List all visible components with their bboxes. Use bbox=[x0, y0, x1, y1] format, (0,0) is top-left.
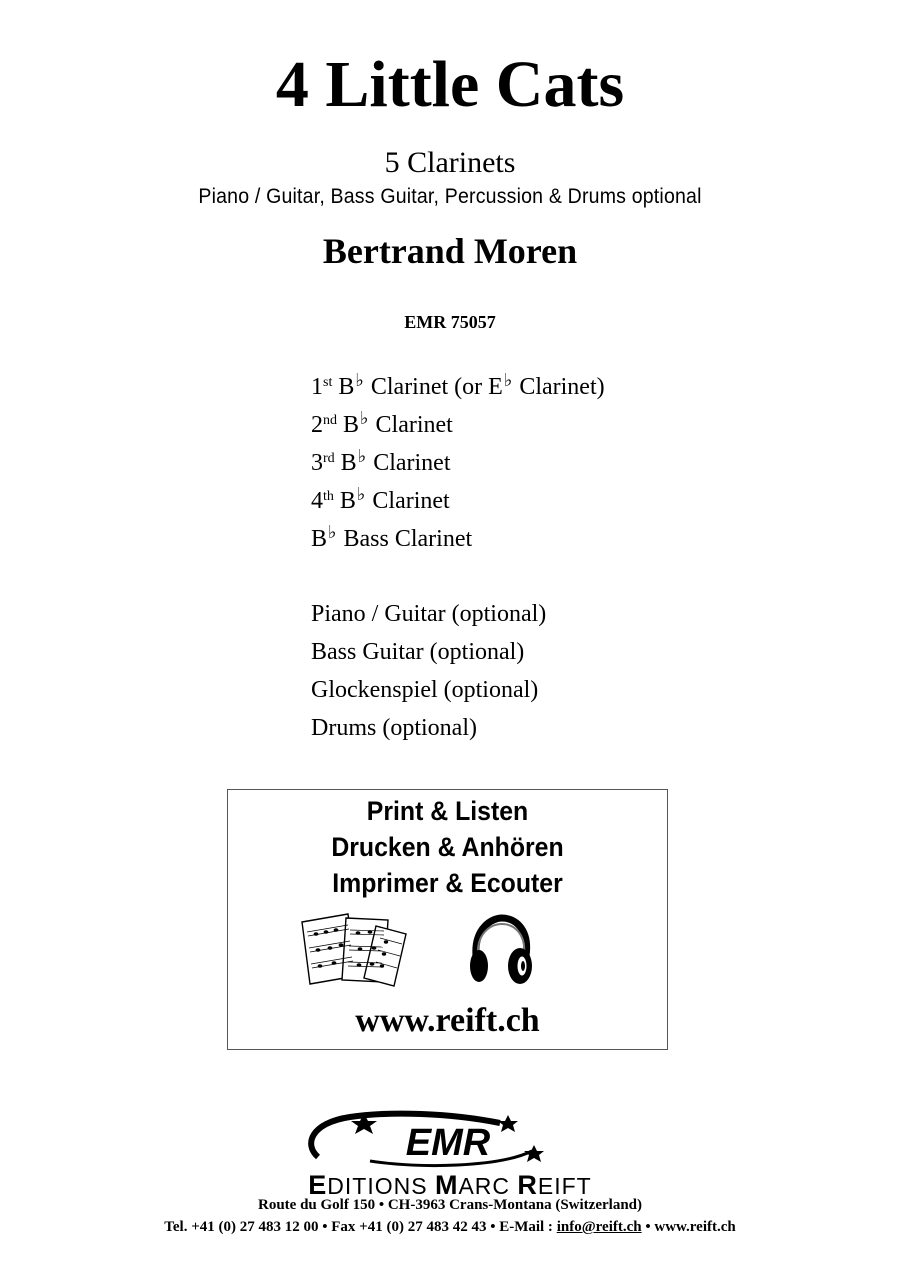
publisher-word: DITIONS bbox=[327, 1173, 435, 1199]
optional-part: Glockenspiel (optional) bbox=[311, 677, 539, 703]
promo-line-en: Print & Listen bbox=[366, 796, 529, 826]
part-clarinet-4 bbox=[311, 482, 791, 520]
ordinal-suffix: rd bbox=[323, 451, 335, 466]
part-label-end: Clarinet) bbox=[519, 374, 605, 400]
subtitle: 5 Clarinets bbox=[384, 146, 516, 179]
key-letter: B bbox=[343, 412, 360, 438]
part-number: 1 bbox=[311, 374, 323, 400]
page-title: 4 Little Cats bbox=[275, 48, 625, 121]
key-letter: B bbox=[339, 488, 356, 514]
optional-parts-list bbox=[311, 595, 791, 747]
part-clarinet-2 bbox=[311, 406, 791, 444]
logo-text: EMR bbox=[405, 1122, 491, 1164]
flat-icon: ♭ bbox=[503, 370, 513, 390]
publisher-initial: M bbox=[434, 1170, 459, 1200]
part-label: Clarinet (or E bbox=[370, 374, 503, 400]
part-label: Clarinet bbox=[372, 488, 450, 514]
flat-icon: ♭ bbox=[360, 408, 369, 428]
emr-logo bbox=[300, 1105, 600, 1171]
part-label: Clarinet bbox=[373, 450, 451, 476]
publisher-word: ARC bbox=[458, 1173, 518, 1199]
publisher-name bbox=[0, 1172, 900, 1199]
part-bass-clarinet bbox=[311, 520, 791, 558]
print-listen-box bbox=[227, 789, 668, 1050]
promo-url-link[interactable]: www.reift.ch bbox=[355, 1002, 540, 1039]
promo-line-fr: Imprimer & Ecouter bbox=[332, 868, 563, 898]
headphones-icon bbox=[466, 914, 536, 986]
key-letter: B bbox=[338, 374, 355, 400]
part-label: Clarinet bbox=[375, 412, 453, 438]
sheet-music-icon bbox=[298, 912, 413, 987]
publisher-address: Route du Golf 150 • CH-3963 Crans-Montana (Switzerland) bbox=[258, 1197, 642, 1213]
flat-icon: ♭ bbox=[357, 446, 367, 466]
publisher-word: EIFT bbox=[537, 1173, 592, 1199]
ordinal-suffix: st bbox=[323, 375, 333, 390]
contact-phone-fax: Tel. +41 (0) 27 483 12 00 • Fax +41 (0) 27 483 42 43 • E-Mail : bbox=[164, 1219, 557, 1235]
flat-icon: ♭ bbox=[328, 522, 337, 542]
key-letter: B bbox=[340, 450, 357, 476]
publisher-initial: E bbox=[308, 1170, 328, 1200]
clarinet-parts-list bbox=[311, 368, 791, 558]
part-clarinet-1 bbox=[311, 368, 791, 406]
email-link[interactable]: info@reift.ch bbox=[556, 1219, 642, 1235]
part-number: 3 bbox=[311, 450, 323, 476]
ordinal-suffix: nd bbox=[323, 413, 337, 428]
optional-part: Drums (optional) bbox=[311, 715, 477, 741]
optional-part: Piano / Guitar (optional) bbox=[311, 601, 547, 627]
promo-line-de: Drucken & Anhören bbox=[331, 832, 564, 862]
publisher-contact bbox=[0, 1220, 900, 1235]
contact-website[interactable]: • www.reift.ch bbox=[641, 1219, 736, 1235]
key-letter: B bbox=[311, 526, 328, 552]
composer-name: Bertrand Moren bbox=[322, 231, 578, 271]
part-label: Bass Clarinet bbox=[343, 526, 473, 552]
ordinal-suffix: th bbox=[323, 489, 334, 504]
flat-icon: ♭ bbox=[356, 484, 366, 504]
publisher-initial: R bbox=[517, 1170, 538, 1200]
catalog-number: EMR 75057 bbox=[404, 312, 496, 332]
optional-part: Bass Guitar (optional) bbox=[311, 639, 525, 665]
flat-icon: ♭ bbox=[355, 370, 364, 390]
part-number: 2 bbox=[311, 412, 323, 438]
part-clarinet-3 bbox=[311, 444, 791, 482]
instrumentation-note: Piano / Guitar, Bass Guitar, Percussion & Drums optional bbox=[198, 185, 702, 208]
part-number: 4 bbox=[311, 488, 323, 514]
